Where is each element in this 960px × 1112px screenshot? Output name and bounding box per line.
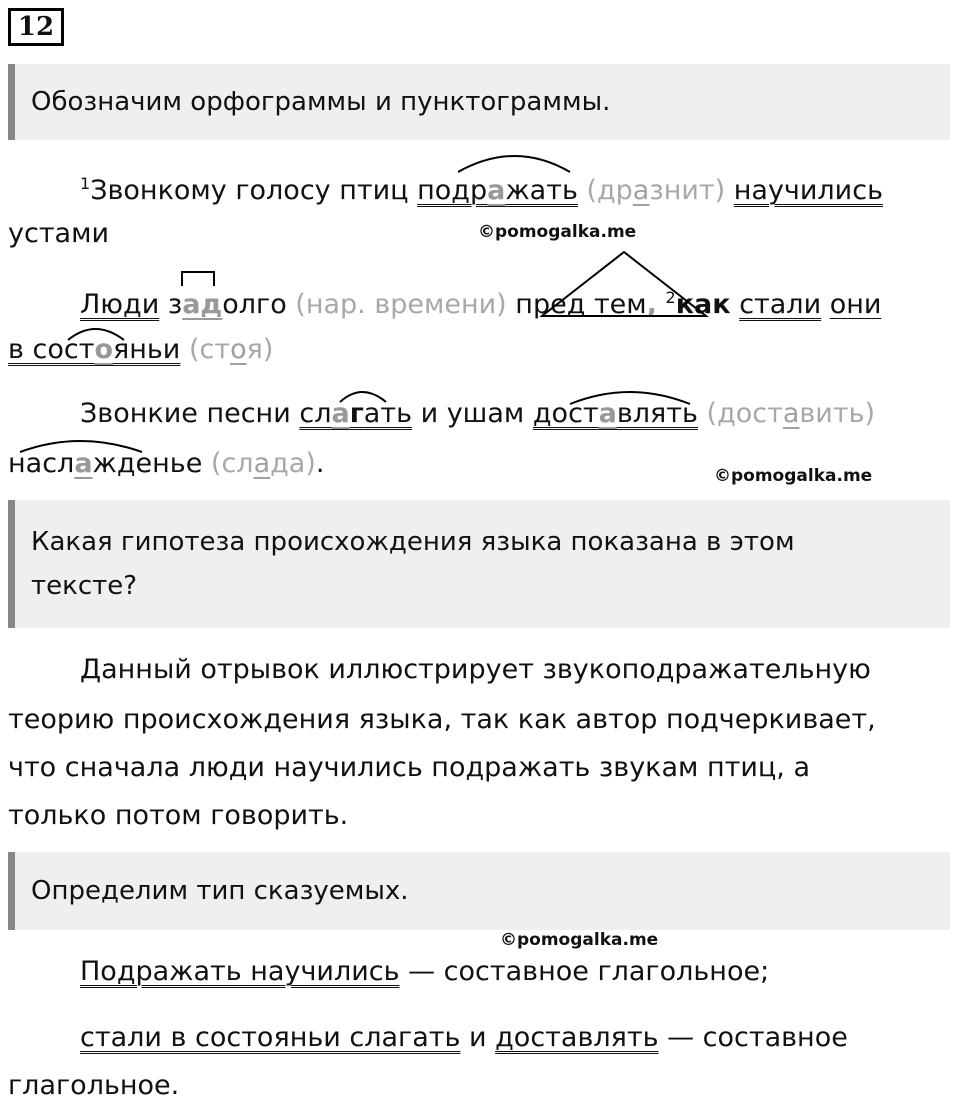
answer-line-4: только потом говорить. (8, 800, 349, 831)
check-word: (дразнит) (577, 175, 734, 206)
banner-text: тексте? (31, 571, 138, 601)
note: (нар. времени) (286, 289, 516, 320)
watermark: ©pomogalka.me (500, 930, 659, 950)
predicate-word: стали (739, 289, 822, 320)
banner-question (8, 500, 950, 628)
poem-text: Звонкому голосу птиц (90, 175, 418, 206)
poem-line-4 (8, 324, 950, 376)
conjunction-word: как (675, 289, 731, 320)
predicate-word: доставлять (495, 1022, 659, 1053)
poem-text: и ушам (411, 398, 533, 429)
predicate-line-3: глагольное. (8, 1070, 180, 1101)
predicate-word: доставлять (532, 398, 698, 429)
banner-text: Определим тип сказуемых. (31, 876, 409, 906)
period-mark: . (315, 448, 325, 479)
subject-word: Люди (80, 289, 160, 320)
sentence-number: 1 (80, 174, 91, 193)
preposition-word: пред тем (515, 289, 647, 320)
check-word: (стоя) (180, 334, 274, 365)
answer-line-2: теорию происхождения языка, так как автор подчеркивает, (8, 704, 876, 735)
predicate-word: научились (733, 175, 883, 206)
task-number: 12 (8, 8, 64, 46)
banner-orthograms (8, 64, 950, 140)
poem-text: устами (8, 218, 110, 249)
banner-predicates (8, 852, 950, 930)
answer-line-3: что сначала люди научились подражать звукам птиц, а (8, 752, 810, 783)
sentence-number: 2 (665, 288, 676, 307)
predicate-word: подражать (417, 175, 578, 206)
check-word: (доставить) (706, 398, 876, 429)
watermark: ©pomogalka.me (478, 222, 637, 242)
poem-text: Звонкие песни (80, 398, 300, 429)
watermark: ©pomogalka.me (714, 466, 873, 486)
banner-text: Какая гипотеза происхождения языка показана в этом (31, 527, 795, 557)
predicate-word: стали в состояньи слагать (80, 1022, 461, 1053)
adverb-word: задолго (167, 289, 287, 320)
predicate-word: слагать (299, 398, 412, 429)
subject-word: они (829, 289, 882, 320)
poem-line-5 (8, 388, 960, 440)
object-word: наслажденье (8, 448, 203, 479)
predicate-word: в состояньи (8, 334, 181, 365)
predicate-line-1: Подражать научились — составное глагольное; (80, 956, 770, 987)
poem-line-3 (8, 272, 960, 331)
comma-mark: , (646, 289, 657, 320)
answer-line-1: Данный отрывок иллюстрирует звукоподражательную (80, 654, 871, 685)
banner-text: Обозначим орфограммы и пунктограммы. (31, 87, 611, 117)
predicate-line-2: стали в состояньи слагать и доставлять — составное (80, 1022, 848, 1053)
check-word: (слада) (210, 448, 316, 479)
predicate-word: Подражать научились (80, 956, 400, 987)
